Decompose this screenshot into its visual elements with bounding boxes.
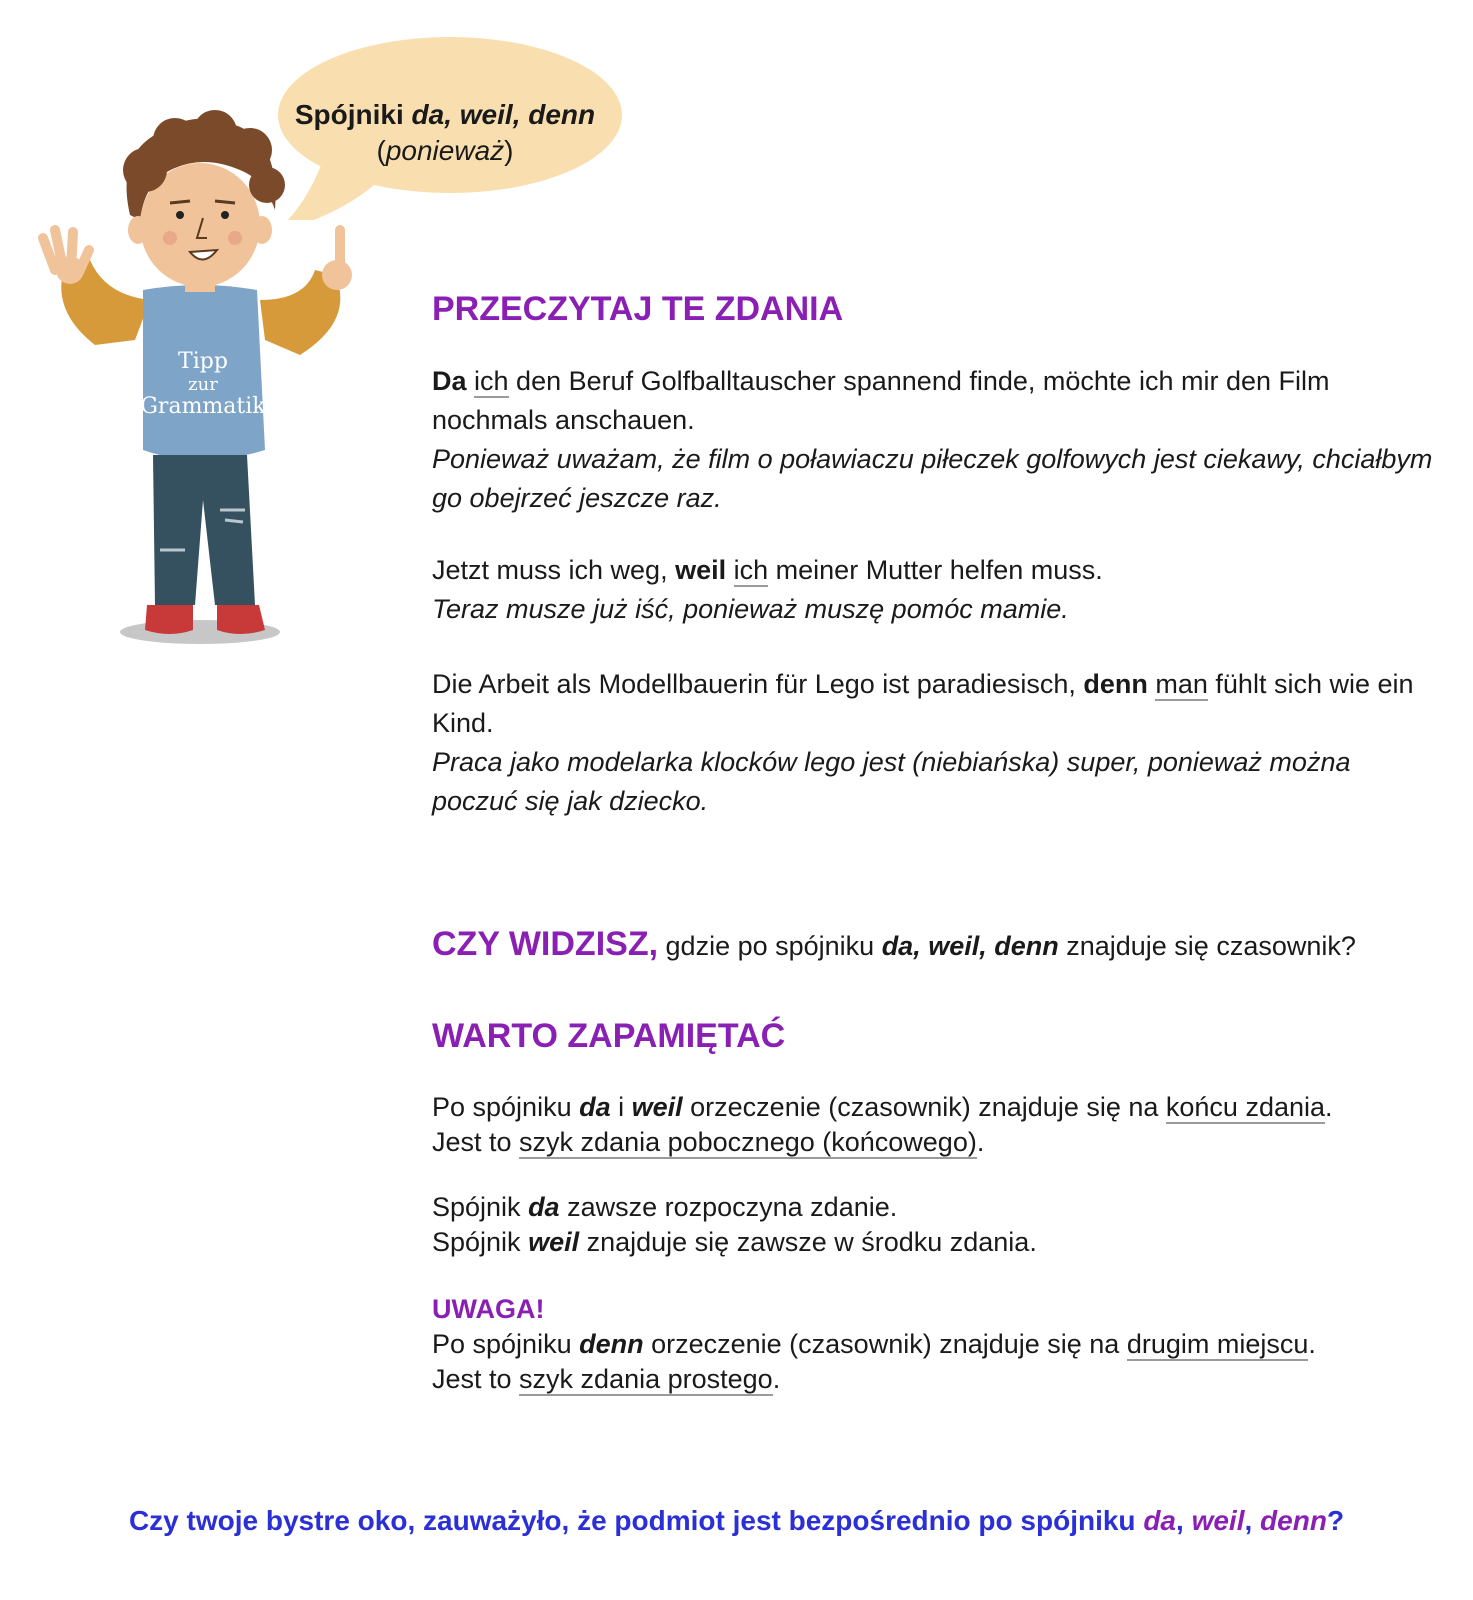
rule-text: Po spójniku	[432, 1092, 580, 1122]
subject-underlined: man	[1155, 669, 1208, 699]
paren-close: )	[504, 135, 514, 166]
rule-text: .	[1325, 1092, 1333, 1122]
question-text-end: znajduje się czasownik?	[1058, 931, 1356, 961]
example-1	[432, 362, 1442, 518]
question-line	[432, 925, 1356, 964]
paren-open: (	[376, 135, 386, 166]
conjunction-weil: weil	[675, 555, 727, 585]
example-3	[432, 665, 1442, 821]
example-2	[432, 551, 1442, 629]
conjunction-denn: denn	[579, 1329, 644, 1359]
shirt-text-2: zur	[188, 374, 218, 395]
rule-position	[432, 1190, 1442, 1260]
rule-text: i	[610, 1092, 632, 1122]
footer-question	[0, 1505, 1473, 1537]
rule-text: .	[976, 1127, 985, 1157]
conjunction-da: Da	[432, 366, 467, 396]
rule-text: znajduje się zawsze w środku zdania.	[579, 1227, 1037, 1257]
rule-text: .	[1308, 1329, 1316, 1359]
german-sentence-rest: meiner Mutter helfen muss.	[768, 555, 1103, 585]
footer-conj-denn: denn	[1260, 1505, 1327, 1536]
question-text-start: gdzie po spójniku	[658, 931, 882, 961]
rule-text: Po spójniku	[432, 1329, 580, 1359]
rule-text: .	[772, 1364, 781, 1394]
rule-underlined: drugim miejscu	[1126, 1329, 1309, 1359]
rule-underlined: końcu zdania	[1165, 1092, 1326, 1122]
question-heading: CZY WIDZISZ,	[432, 925, 659, 963]
warning-label: UWAGA!	[432, 1294, 545, 1324]
polish-translation: Praca jako modelarka klocków lego jest (niebiańska) super, ponieważ można poczuć się jak dziecko.	[432, 747, 1351, 816]
footer-conj-da: da	[1143, 1505, 1176, 1536]
polish-translation: Teraz musze już iść, ponieważ muszę pomóc mamie.	[432, 594, 1069, 624]
conjunction-da: da	[579, 1092, 611, 1122]
german-sentence-start: Die Arbeit als Modellbauerin für Lego ist paradiesisch,	[432, 669, 1084, 699]
bubble-title: Spójniki	[294, 99, 412, 130]
footer-comma: ,	[1176, 1505, 1192, 1536]
section-heading-read: PRZECZYTAJ TE ZDANIA	[432, 290, 844, 328]
conjunction-denn: denn	[1083, 669, 1148, 699]
shirt-text-3: Grammatik	[140, 394, 266, 419]
rule-text: zawsze rozpoczyna zdanie.	[559, 1192, 898, 1222]
shirt-text-1: Tipp	[178, 349, 228, 374]
rule-underlined: szyk zdania pobocznego (końcowego)	[519, 1127, 977, 1157]
footer-text: Czy twoje bystre oko, zauważyło, że podmiot jest bezpośrednio po spójniku	[128, 1505, 1144, 1536]
rule-text: Spójnik	[432, 1227, 529, 1257]
section-heading-remember: WARTO ZAPAMIĘTAĆ	[432, 1017, 786, 1055]
german-sentence-rest: den Beruf Golfballtauscher spannend finde, möchte ich mir den Film nochmals anschauen.	[432, 366, 1330, 435]
footer-conj-weil: weil	[1191, 1505, 1245, 1536]
german-sentence-start: Jetzt muss ich weg,	[432, 555, 676, 585]
space	[467, 366, 475, 396]
german-sentence-rest: fühlt sich wie ein Kind.	[432, 669, 1414, 738]
conjunction-da: da	[528, 1192, 560, 1222]
rule-da-weil	[432, 1090, 1442, 1160]
cartoon-boy-illustration	[35, 110, 375, 670]
bubble-conjunctions: da, weil, denn	[411, 99, 596, 130]
rule-text: Jest to	[432, 1127, 520, 1157]
polish-translation: Ponieważ uważam, że film o poławiaczu piłeczek golfowych jest ciekawy, chciałbym go obejrzeć jeszcze raz.	[432, 444, 1433, 513]
subject-underlined: ich	[733, 555, 769, 585]
conjunction-weil: weil	[528, 1227, 580, 1257]
footer-comma: ,	[1244, 1505, 1261, 1536]
warning-block	[432, 1292, 1442, 1397]
rule-text: orzeczenie (czasownik) znajduje się na	[682, 1092, 1166, 1122]
rule-text: Spójnik	[432, 1192, 529, 1222]
bubble-translation: ponieważ	[385, 135, 505, 166]
rule-text: orzeczenie (czasownik) znajduje się na	[643, 1329, 1127, 1359]
rule-underlined: szyk zdania prostego	[519, 1364, 773, 1394]
question-conjunctions: da, weil, denn	[881, 931, 1059, 961]
footer-question-mark: ?	[1326, 1505, 1345, 1536]
conjunction-weil: weil	[631, 1092, 683, 1122]
space	[726, 555, 734, 585]
subject-underlined: ich	[474, 366, 509, 396]
rule-text: Jest to	[432, 1364, 520, 1394]
